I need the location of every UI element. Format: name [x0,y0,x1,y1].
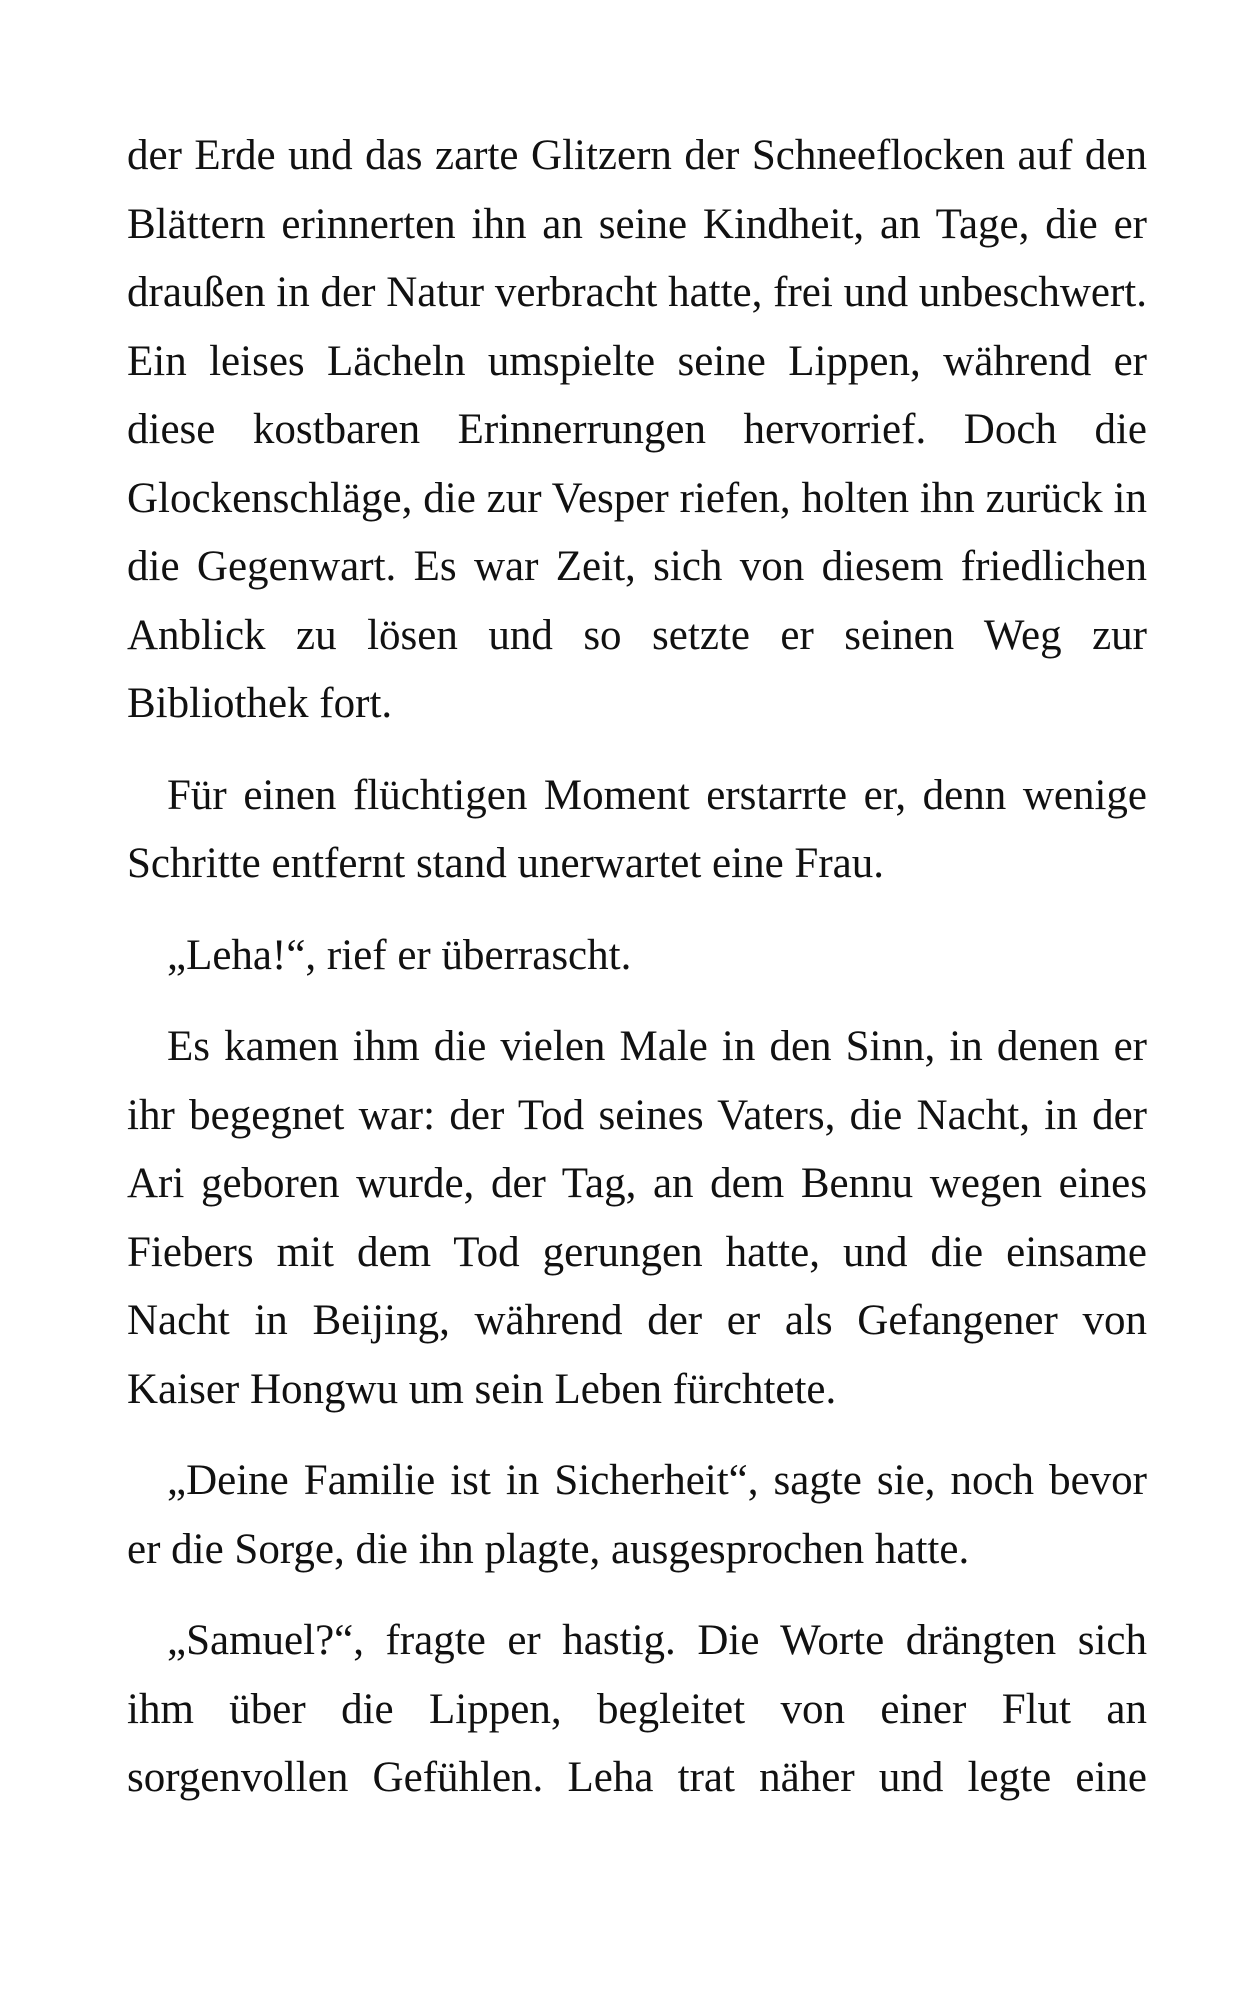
paragraph: Für einen flüchtigen Moment erstarrte er, denn wenige Schritte entfernt stand unerwartet eine Frau. [127,771,1147,887]
paragraph-continued: der Erde und das zarte Glitzern der Schneeflocken auf den Blättern erinnerten ihn an seine Kindheit, an Tage, die er draußen in der Natur verbracht hatte, frei und unbeschwert. Ein leises Lächeln umspielte seine Lippen, während er diese kostbaren Erinnerrungen hervorrief. Doch die Glockenschläge, die zur Vesper riefen, holten ihn zurück in die Gegenwart. Es war Zeit, sich von diesem friedlichen Anblick zu lösen und so setzte er seinen Weg zur Bibliothek fort. [127,132,1147,727]
paragraph-dialogue: „Samuel?“, fragte er hastig. Die Worte drängten sich ihm über die Lippen, begleitet von einer Flut an sorgenvollen Gefühlen. Leha trat näher und legte eine [127,1617,1147,1801]
paragraph-dialogue: „Deine Familie ist in Sicherheit“, sagte sie, noch bevor er die Sorge, die ihn plagte, ausgesprochen hatte. [127,1457,1147,1573]
paragraph: Es kamen ihm die vielen Male in den Sinn, in denen er ihr begegnet war: der Tod seines Vaters, die Nacht, in der Ari geboren wurde, der Tag, an dem Bennu wegen eines Fiebers mit dem Tod gerungen hatte, und die einsame Nacht in Beijing, während der er als Gefangener von Kaiser Hongwu um sein Leben fürchtete. [127,1023,1147,1413]
paragraph-dialogue: „Leha!“, rief er überrascht. [167,931,632,979]
book-page [127,122,1147,1813]
